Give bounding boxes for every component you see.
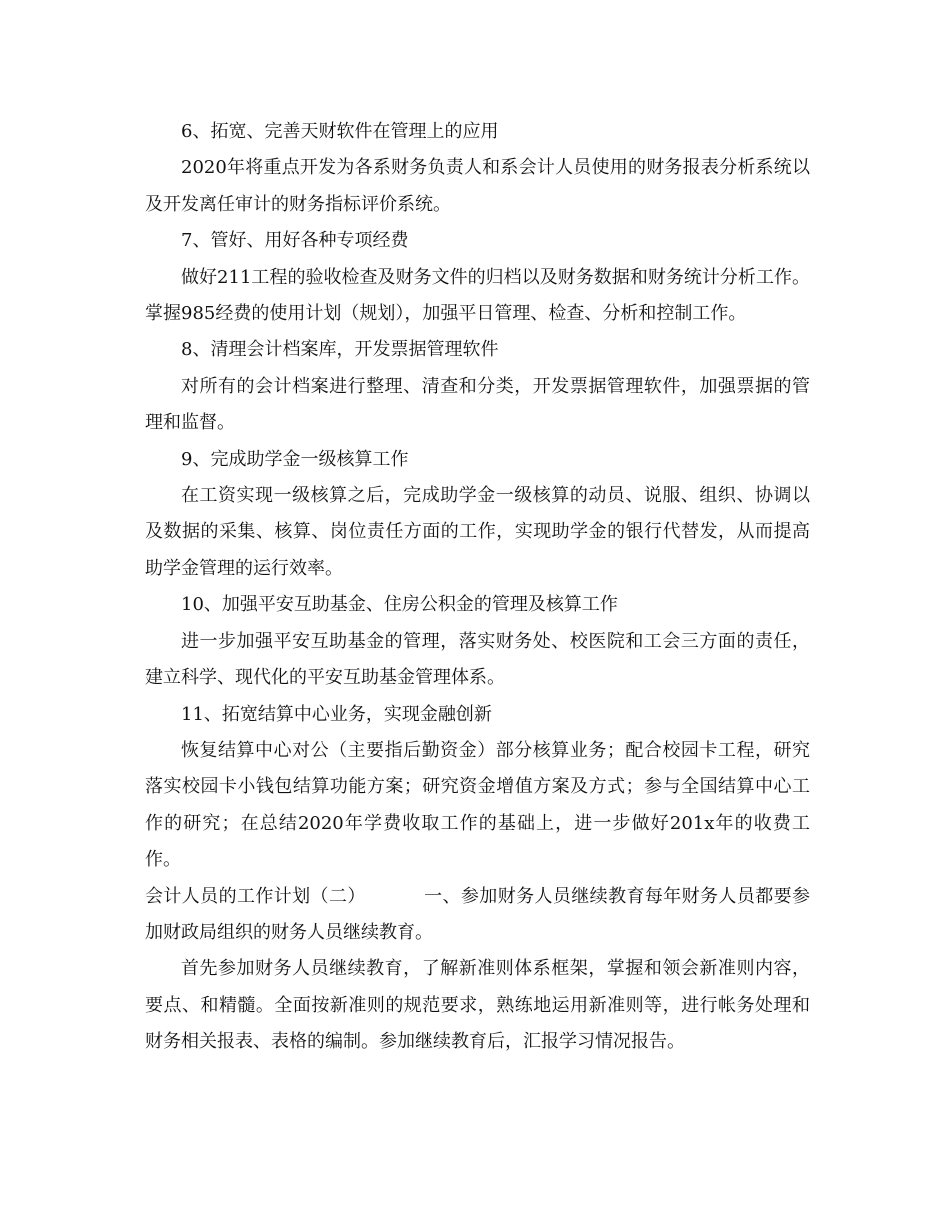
- document-body: [145, 114, 810, 1061]
- plan-two-heading: 会计人员的工作计划（二）: [145, 885, 366, 907]
- section-heading-6: 6、拓宽、完善天财软件在管理上的应用: [181, 121, 499, 142]
- section-heading-9: 9、完成助学金一级核算工作: [181, 448, 409, 470]
- body-paragraph: 进一步加强平安互助基金的管理，落实财务处、校医院和工会三方面的责任，建立科学、现代化的平安互助基金管理体系。: [145, 630, 810, 689]
- body-paragraph: 做好211工程的验收检查及财务文件的归档以及财务数据和财务统计分析工作。掌握985经费的使用计划（规划），加强平日管理、检查、分析和控制工作。: [145, 266, 810, 325]
- plan-two-paragraph: [145, 879, 810, 952]
- section-heading-10: 10、加强平安互助基金、住房公积金的管理及核算工作: [181, 594, 618, 616]
- body-paragraph: 恢复结算中心对公（主要指后勤资金）部分核算业务；配合校园卡工程，研究落实校园卡小钱包结算功能方案；研究资金增值方案及方式；参与全国结算中心工作的研究；在总结2020年学费收取工作的基础上，进一步做好201x年的收费工作。: [145, 739, 810, 871]
- body-paragraph: 对所有的会计档案进行整理、清查和分类，开发票据管理软件，加强票据的管理和监督。: [145, 375, 810, 434]
- section-heading-11: 11、拓宽结算中心业务，实现金融创新: [181, 703, 492, 725]
- closing-paragraph: 首先参加财务人员继续教育，了解新准则体系框架，掌握和领会新准则内容，要点、和精髓。全面按新准则的规范要求，熟练地运用新准则等，进行帐务处理和财务相关报表、表格的编制。参加继续教育后，汇报学习情况报告。: [145, 958, 810, 1053]
- body-paragraph: 2020年将重点开发为各系财务负责人和系会计人员使用的财务报表分析系统以及开发离任审计的财务指标评价系统。: [145, 157, 810, 215]
- plan-two-text: 一、参加财务人员继续教育每年财务人员都要参加财政局组织的财务人员继续教育。: [145, 885, 811, 943]
- section-heading-8: 8、清理会计档案库，开发票据管理软件: [181, 339, 499, 361]
- section-heading-7: 7、管好、用好各种专项经费: [181, 230, 409, 252]
- body-paragraph: 在工资实现一级核算之后，完成助学金一级核算的动员、说服、组织、协调以及数据的采集、核算、岗位责任方面的工作，实现助学金的银行代替发，从而提高助学金管理的运行效率。: [145, 485, 810, 579]
